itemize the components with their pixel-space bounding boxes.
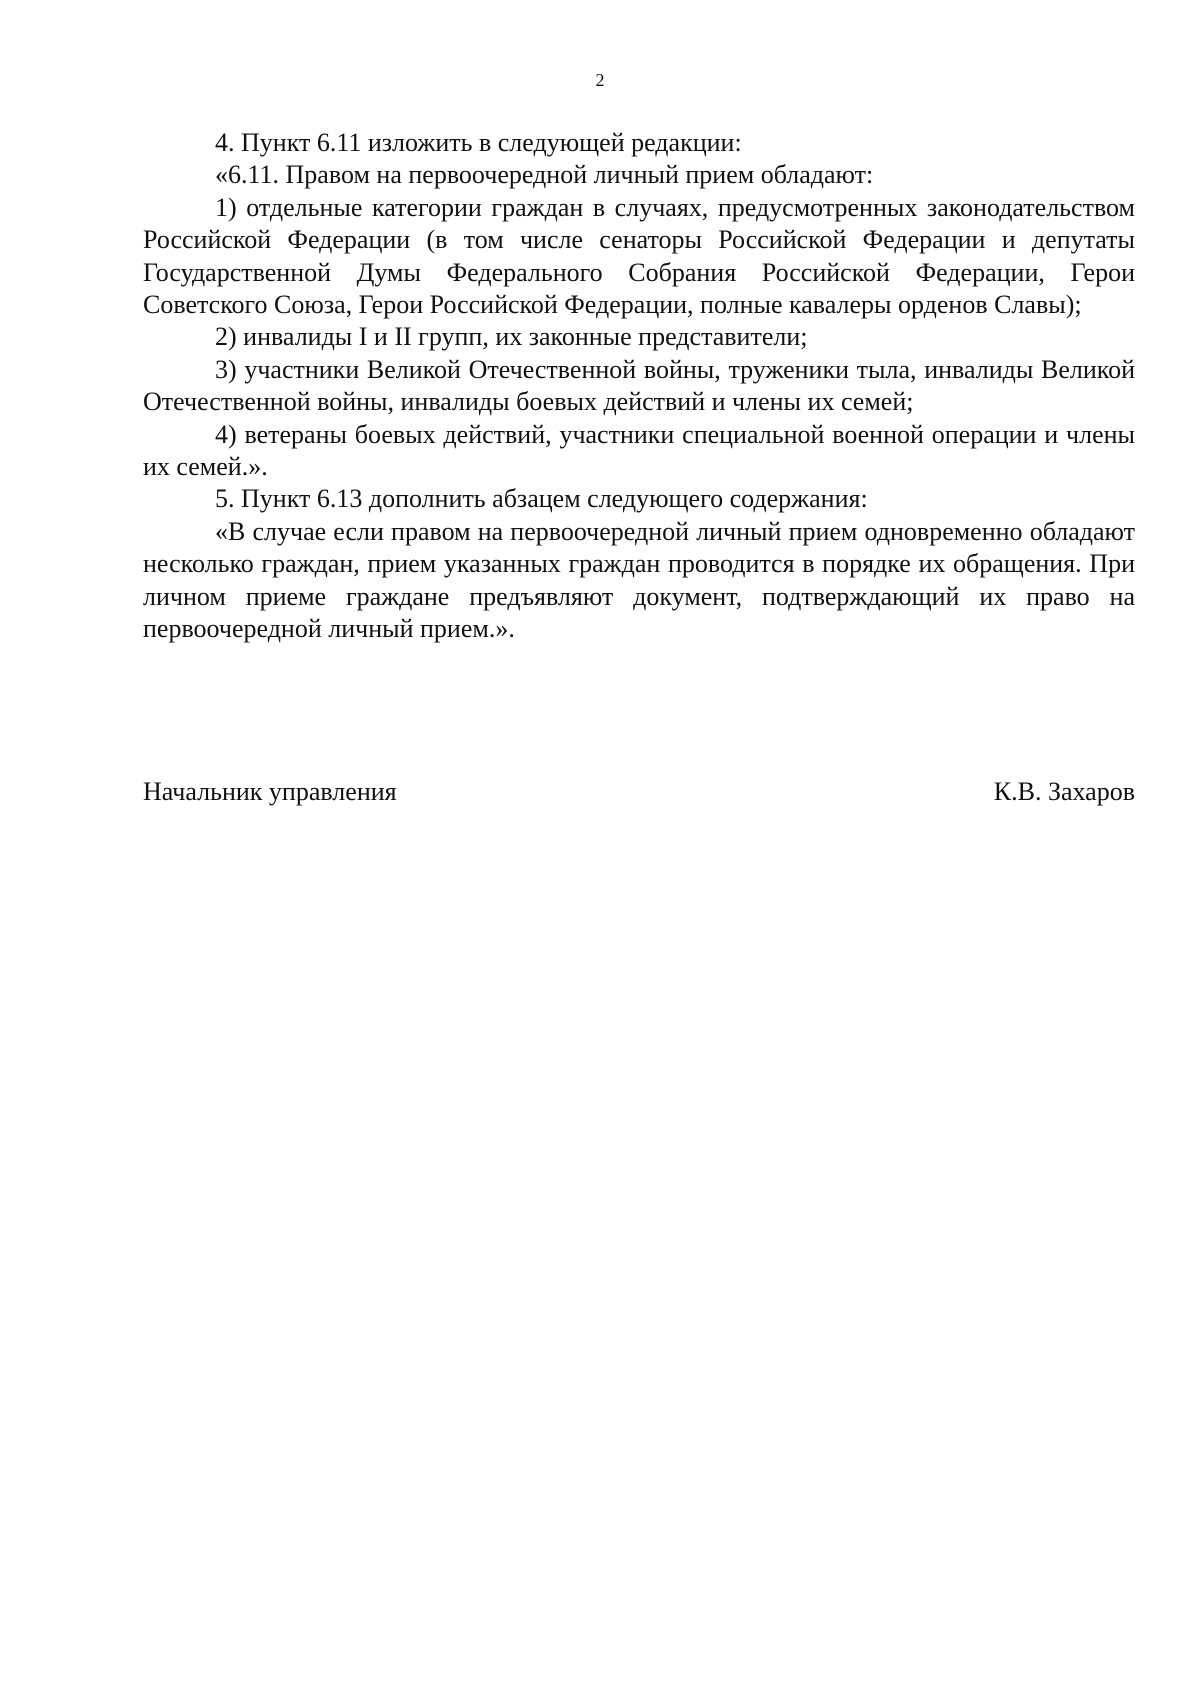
- paragraph-6-11-intro: «6.11. Правом на первоочередной личный прием обладают:: [215, 160, 874, 190]
- list-item-4: 4) ветераны боевых действий, участники специальной военной операции и члены их семей.».: [143, 419, 1135, 482]
- list-item-2: 2) инвалиды I и II групп, их законные представители;: [215, 322, 808, 352]
- paragraph-6-13-addition: «В случае если правом на первоочередной личный прием одновременно обладают несколько граждан, прием указанных граждан проводится в порядке их обращения. При личном приеме граждане предъявляют документ, подтверждающий их право на первоочередной личный прием.».: [143, 516, 1135, 644]
- paragraph-item-4-heading: 4. Пункт 6.11 изложить в следующей редакции:: [215, 128, 742, 157]
- signatory-position: Начальник управления: [143, 777, 397, 806]
- page-number: 2: [595, 70, 605, 90]
- document-body: [143, 127, 1135, 646]
- paragraph-item-5-heading: 5. Пункт 6.13 дополнить абзацем следующего содержания:: [215, 484, 868, 514]
- list-item-3: 3) участники Великой Отечественной войны, труженики тыла, инвалиды Великой Отечественной войны, инвалиды боевых действий и члены их семей;: [143, 354, 1135, 417]
- list-item-1: 1) отдельные категории граждан в случаях, предусмотренных законодательством Российской Федерации (в том числе сенаторы Российской Федерации и депутаты Государственной Думы Федерального Собрания Российской Федерации, Герои Советского Союза, Герои Российской Федерации, полные кавалеры орденов Славы);: [143, 192, 1135, 320]
- signature-block: [143, 776, 1135, 808]
- signatory-name: К.В. Захаров: [993, 777, 1135, 806]
